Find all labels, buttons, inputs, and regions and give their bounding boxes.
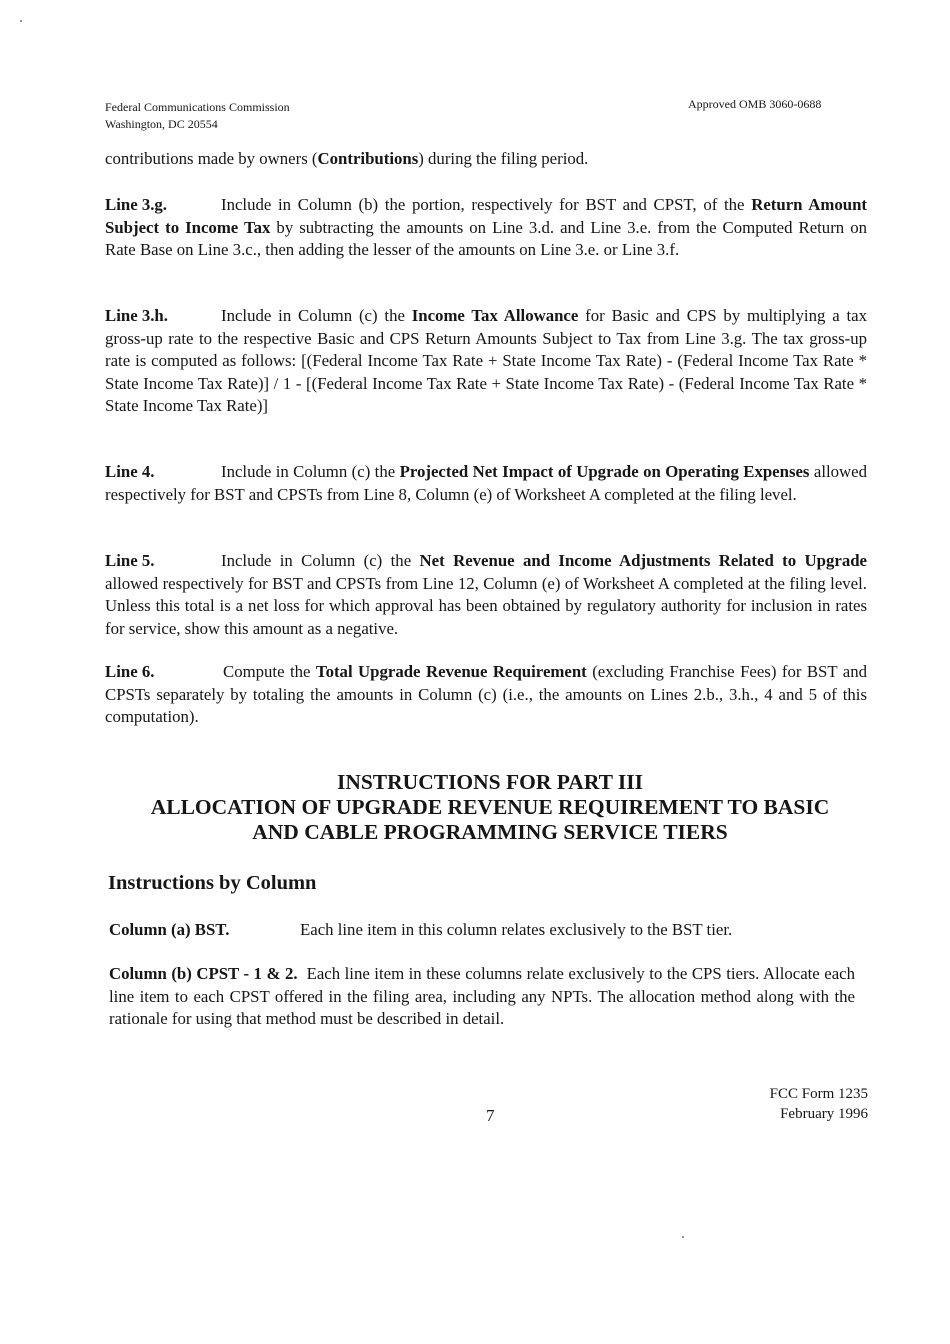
line-3h-label: Line 3.h. <box>105 306 168 325</box>
agency-address: Washington, DC 20554 <box>105 117 218 131</box>
section-title: Instructions by Column <box>108 872 317 894</box>
scan-speck <box>20 20 22 22</box>
line-4-term: Projected Net Impact of Upgrade on Operating Expenses <box>399 462 810 481</box>
page-header-left <box>105 99 290 133</box>
continuation-text: contributions made by owners ( <box>105 149 318 168</box>
column-a-paragraph <box>109 919 871 942</box>
form-name: FCC Form 1235 <box>769 1086 868 1102</box>
line-4-text-end: allowed respectively for BST and CPSTs from Line 8, Column (e) of Worksheet A completed at the filing level. <box>105 462 867 504</box>
column-b-label: Column (b) CPST - 1 & 2. <box>109 964 298 983</box>
contributions-term: Contributions <box>317 149 419 168</box>
line-6-text: Compute the <box>223 662 316 681</box>
line-3h-text-end: for Basic and CPS by multiplying a tax gross-up rate to the respective Basic and CPS Return Amounts Subject to Tax from Line 3.g. The tax gross-up rate is computed as follows: [(Federal Income Tax Rate + State Income Tax Rate) - (Federal Income Tax Rate * State Income Tax Rate)] / 1 - [(Federal Income Tax Rate + State Income Tax Rate) - (Federal Income Tax Rate * State Income Tax Rate)] <box>105 306 867 415</box>
page-number: 7 <box>486 1106 495 1125</box>
line-3g-term: Return Amount Subject to Income Tax <box>105 195 867 237</box>
line-3h-text: Include in Column (c) the <box>221 306 412 325</box>
line-4-paragraph <box>105 461 867 506</box>
column-a-label: Column (a) BST. <box>109 920 230 939</box>
continuation-text-end: ) during the filing period. <box>418 149 589 168</box>
part-3-heading <box>95 770 885 845</box>
line-6-term: Total Upgrade Revenue Requirement <box>315 662 587 681</box>
part-3-subtitle-line-2: AND CABLE PROGRAMMING SERVICE TIERS <box>252 820 728 844</box>
column-a-text: Each line item in this column relates exclusively to the BST tier. <box>300 920 733 939</box>
column-b-text: Each line item in these columns relate exclusively to the CPS tiers. Allocate each line item to each CPST offered in the filing area, including any NPTs. The allocation method along with the rationale for using that method must be described in detail. <box>109 964 855 1028</box>
line-3g-text: Include in Column (b) the portion, respectively for BST and CPST, of the <box>221 195 752 214</box>
line-4-text: Include in Column (c) the <box>221 462 400 481</box>
omb-approval: Approved OMB 3060-0688 <box>688 97 822 111</box>
line-3g-label: Line 3.g. <box>105 195 168 214</box>
line-3h-paragraph <box>105 305 867 418</box>
line-4-label: Line 4. <box>105 462 155 481</box>
agency-name: Federal Communications Commission <box>105 100 290 114</box>
form-date: February 1996 <box>780 1106 868 1122</box>
line-6-label: Line 6. <box>105 662 155 681</box>
line-6-text-end: (excluding Franchise Fees) for BST and CPSTs separately by totaling the amounts in Column (c) (i.e., the amounts on Lines 2.b., 3.h., 4 and 5 of this computation). <box>105 662 868 726</box>
continuation-paragraph <box>105 148 867 171</box>
line-3h-term: Income Tax Allowance <box>411 306 579 325</box>
line-5-term: Net Revenue and Income Adjustments Related to Upgrade <box>419 551 867 570</box>
line-6-paragraph <box>105 661 867 729</box>
part-3-title: INSTRUCTIONS FOR PART III <box>336 770 644 794</box>
column-b-paragraph <box>109 963 855 1031</box>
line-5-text: Include in Column (c) the <box>221 551 420 570</box>
part-3-subtitle-line-1: ALLOCATION OF UPGRADE REVENUE REQUIREMENT TO BASIC <box>150 795 830 819</box>
line-5-text-end: allowed respectively for BST and CPSTs from Line 12, Column (e) of Worksheet A completed at the filing level. Unless this total is a net loss for which approval has been obtained by regulatory authority for inclusion in rates for service, show this amount as a negative. <box>105 573 867 638</box>
line-5-label: Line 5. <box>105 551 155 570</box>
form-footer <box>740 1084 868 1124</box>
scan-speck <box>682 1236 684 1238</box>
line-5-paragraph <box>105 550 867 640</box>
line-3g-text-end: by subtracting the amounts on Line 3.d. and Line 3.e. from the Computed Return on Rate Base on Line 3.c., then adding the lesser of the amounts on Line 3.e. or Line 3.f. <box>105 217 867 259</box>
line-3g-paragraph <box>105 194 867 262</box>
